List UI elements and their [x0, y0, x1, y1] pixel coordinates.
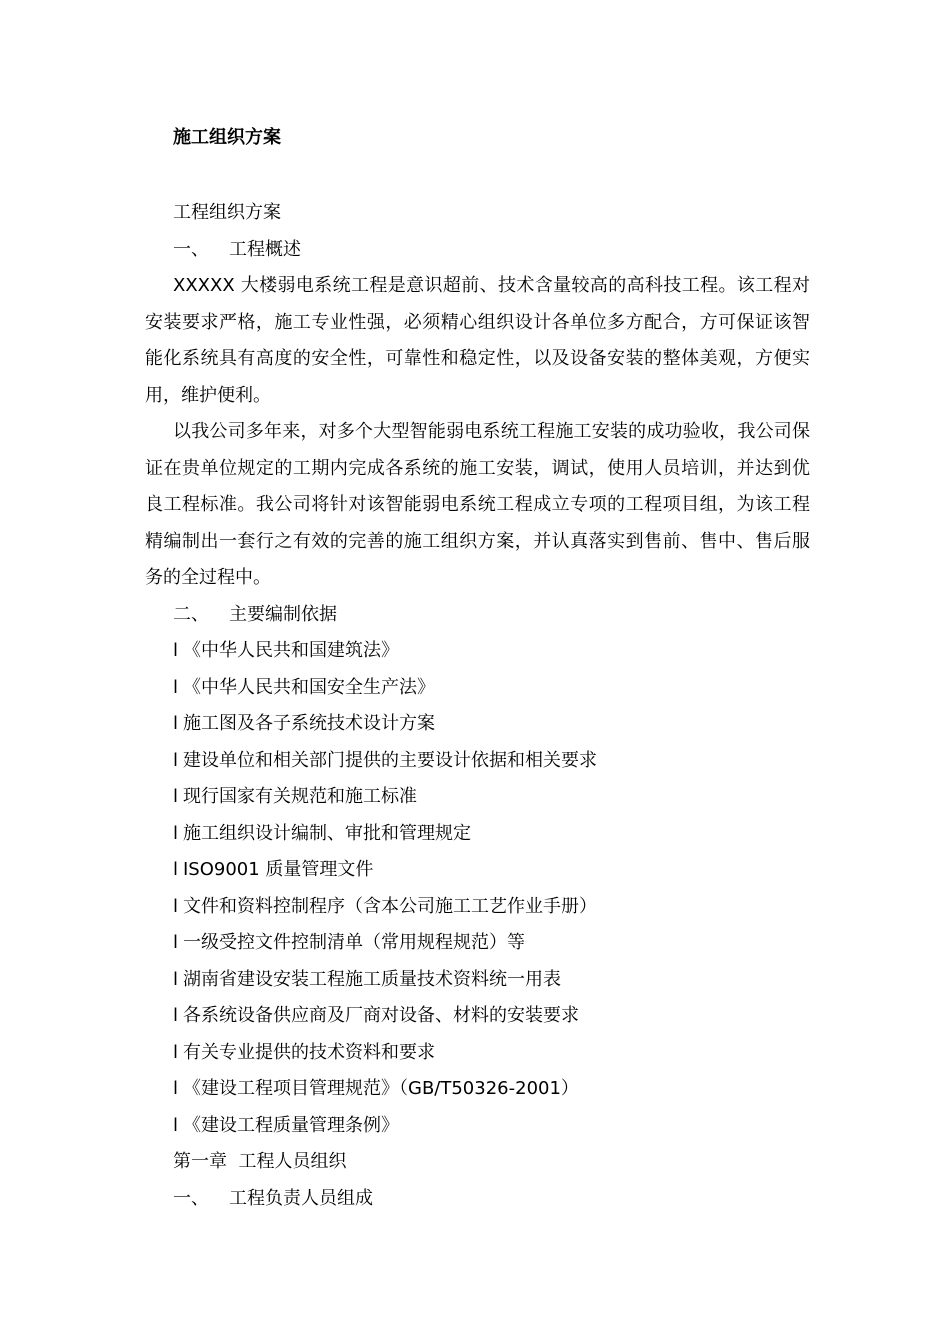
bullet-mark: l: [173, 968, 179, 990]
list-item-text: 文件和资料控制程序（含本公司施工工艺作业手册）: [183, 895, 597, 917]
document-subtitle: 工程组织方案: [173, 202, 281, 223]
list-item: [145, 670, 810, 707]
paragraph-overview: XXXXX 大楼弱电系统工程是意识超前、技术含量较高的高科技工程。该工程对安装要求严格，施工专业性强，必须精心组织设计各单位多方配合，方可保证该智能化系统具有高度的安全性，可靠性和稳定性，以及设备安装的整体美观，方便实用，维护便利。: [145, 275, 810, 406]
list-item-text: 有关专业提供的技术资料和要求: [183, 1041, 435, 1063]
bullet-mark: l: [173, 786, 179, 807]
list-item-text: 建设单位和相关部门提供的主要设计依据和相关要求: [183, 749, 597, 771]
list-item: [145, 998, 810, 1035]
chapter-title: 工程人员组织: [238, 1151, 347, 1172]
bullet-mark: l: [173, 1005, 179, 1026]
bullet-mark: l: [173, 1041, 179, 1063]
basis-list: [145, 633, 810, 1144]
chapter-heading: [145, 1144, 810, 1181]
list-item: [145, 816, 810, 853]
document-body: [145, 195, 810, 1217]
list-item: [145, 1071, 810, 1108]
section-title: 主要编制依据: [229, 603, 337, 625]
list-item: [145, 889, 810, 926]
list-item: [145, 706, 810, 743]
list-item-text: 《建设工程项目管理规范》（GB/T50326-2001）: [183, 1078, 579, 1099]
section-title: 工程负责人员组成: [229, 1187, 373, 1209]
list-item-text: ISO9001 质量管理文件: [183, 859, 374, 880]
list-item-text: 现行国家有关规范和施工标准: [183, 786, 417, 807]
list-item: [145, 779, 810, 816]
paragraph-company-commitment: 以我公司多年来，对多个大型智能弱电系统工程施工安装的成功验收，我公司保证在贵单位规定的工期内完成各系统的施工安装，调试，使用人员培训，并达到优良工程标准。我公司将针对该智能弱电系统工程成立专项的工程项目组，为该工程精编制出一套行之有效的完善的施工组织方案，并认真落实到售前、售中、售后服务的全过程中。: [145, 421, 810, 588]
list-item-text: 施工组织设计编制、审批和管理规定: [183, 822, 471, 844]
list-item: [145, 633, 810, 670]
bullet-mark: l: [173, 1078, 179, 1099]
bullet-mark: l: [173, 859, 179, 880]
list-item-text: 《建设工程质量管理条例》: [183, 1114, 399, 1136]
section-number: 一、: [173, 1187, 209, 1209]
list-item: [145, 743, 810, 780]
list-item: [145, 925, 810, 962]
list-item-text: 《中华人民共和国安全生产法》: [183, 676, 435, 698]
list-item: [145, 1035, 810, 1072]
bullet-mark: l: [173, 713, 179, 734]
section-number: 一、: [173, 238, 209, 260]
list-item-text: 施工图及各子系统技术设计方案: [183, 713, 435, 734]
document-title: 施工组织方案: [173, 127, 281, 148]
list-item-text: 湖南省建设安装工程施工质量技术资料统一用表: [183, 968, 561, 990]
section-heading-basis: [145, 597, 810, 634]
list-item-text: 各系统设备供应商及厂商对设备、材料的安装要求: [183, 1005, 579, 1026]
bullet-mark: l: [173, 1114, 179, 1136]
chapter-label: 第一章: [173, 1151, 227, 1172]
bullet-mark: l: [173, 822, 179, 844]
bullet-mark: l: [173, 749, 179, 771]
section-heading-overview: [145, 232, 810, 269]
bullet-mark: l: [173, 676, 179, 698]
bullet-mark: l: [173, 932, 179, 953]
section-number: 二、: [173, 603, 209, 625]
bullet-mark: l: [173, 640, 179, 661]
bullet-mark: l: [173, 895, 179, 917]
list-item: [145, 852, 810, 889]
list-item: [145, 962, 810, 999]
list-item-text: 一级受控文件控制清单（常用规程规范）等: [183, 932, 525, 953]
list-item: [145, 1108, 810, 1145]
section-heading-personnel: [145, 1181, 810, 1218]
section-title: 工程概述: [229, 238, 301, 260]
list-item-text: 《中华人民共和国建筑法》: [183, 640, 399, 661]
